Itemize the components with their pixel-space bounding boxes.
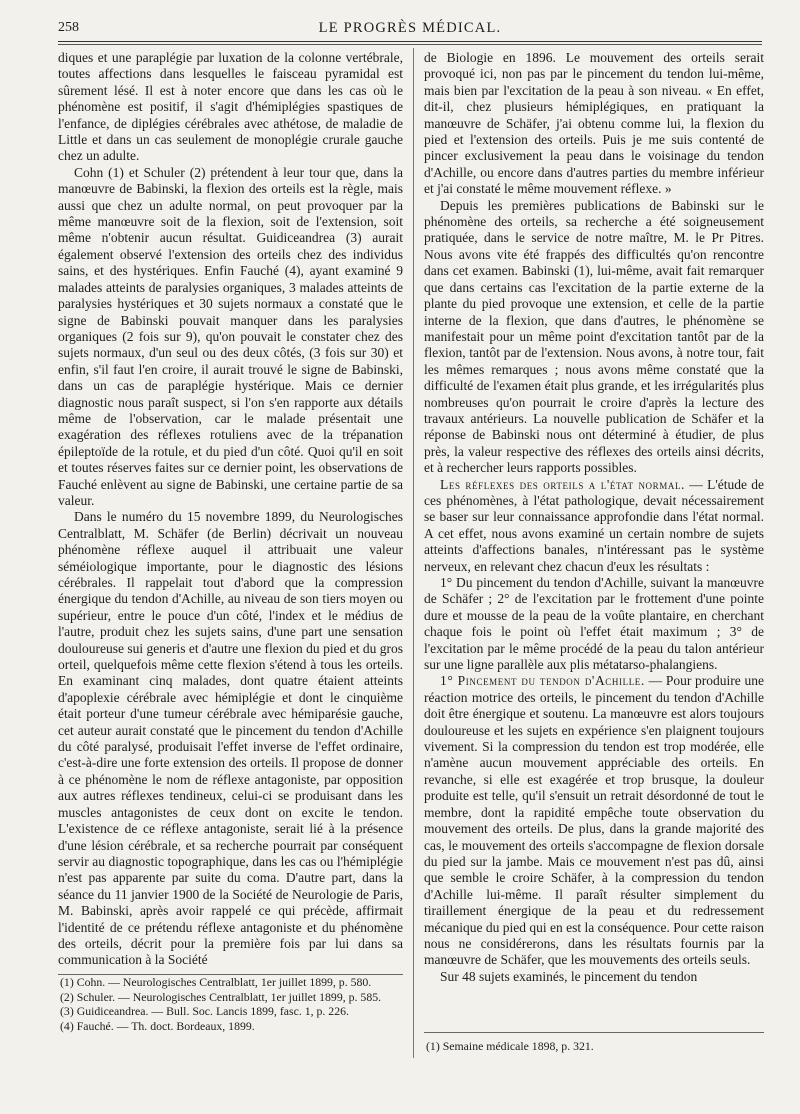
section-text: — Pour produire une réaction motrice des orteils, le pincement du tendon d'Achille doit être énergique et soutenu. La manœuvre est alors toujours douloureuse et les sujets en expérience s'en plaignent toujours vivement. Si la compression du tendon est trop modérée, elle n'amène aucun mouvement appréciable des orteils. En revanche, si elle est exagérée et trop brusque, la douleur produite est telle, qu'il s'ensuit un retrait désordonné de tout le membre, dont la rapidité empêche toute observation du mouvement des orteils. De plus, dans la grande majorité des cas, le mouvement des orteils s'accompagne de flexion dorsale du pied sur la jambe. Mais ce mouvement n'est pas dû, ainsi que semble le croire Schäfer, à la compression du tendon d'Achille lui-même. Il paraît résulter simplement du tiraillement énergique de la peau et du redressement mécanique du pied qui en est la conséquence. Pour cette raison nous ne considérerons, dans les résultats fournis par la manœuvre de Schäfer, que les mouvements des orteils seuls. bbox=[424, 673, 765, 968]
right-column bbox=[424, 50, 764, 985]
paragraph: Dans le numéro du 15 novembre 1899, du Neurologisches Centralblatt, M. Schäfer (de Berlin) décrivait un nouveau phénomène réflexe auquel il attribuait une valeur séméiologique importante, pour le diagnostic des lésions cérébrales. Il rappelait tout d'abord que la compression énergique du tendon d'Achille, au niveau de son tiers moyen ou supérieur, entre le pouce d'un côté, l'index et le médius de l'autre, produit chez les sujets sains, d'une part une sensation douloureuse sui generis et d'autre une flexion du pied et du gros orteil, quelquefois même cette flexion s'étend à tous les orteils. En examinant cinq malades, dont quatre étaient atteints d'apoplexie cérébrale avec hémiplégie et dont le cinquième était porteur d'une tumeur cérébrale avec hémiparésie gauche, cet auteur aurait constaté que le pincement du tendon d'Achille du côté paralysé, produisait l'effet inverse de l'effet ordinaire, c'est-à-dire une forte extension des orteils. Il propose de donner à ce phénomène le nom de réflexe antagoniste, par opposition aux autres réflexes tendineux, celui-ci se produisant dans les muscles antagonistes de ceux dont on excite le tendon. L'existence de ce réflexe antagoniste, serait lié à la présence d'une lésion cérébrale, et sa recherche pourrait par conséquent servir au diagnostic topographique, dans les cas ou l'hémiplégie n'est pas apparente par suite du coma. D'autre part, dans la séance du 11 janvier 1900 de la Société de Neurologie de Paris, M. Babinski, après avoir rappelé ce qui précède, affirmait l'identité de ce prétendu réflexe antagoniste et du phénomène des orteils, décrit pour la première fois par lui dans sa communication à la Société bbox=[58, 509, 403, 968]
paragraph: Depuis les premières publications de Babinski sur le phénomène des orteils, sa recherche a été soigneusement pratiquée, dans le service de notre maître, M. le Pr Pitres. Nous avons vite été frappés des difficultés qu'on rencontre dans cet examen. Babinski (1), lui-même, avait fait remarquer que dans certains cas l'excitation de la partie externe de la plante du pied provoque une extension, et celle de la partie interne de la flexion, que dans d'autres, le phénomène se manifestait pour un même point d'excitation tantôt par de la flexion, tantôt par de l'extension. Nous avons, à notre tour, fait les mêmes remarques ; nous avons même constaté que la difficulté de l'examen était plus grande, et les irrégularités plus nombreuses qu'on pourrait le croire d'après la lecture des travaux antérieurs. La nouvelle publication de Schäfer et la réponse de Babinski nous ont déterminé à étudier, de plus près, la valeur respective des réflexes des orteils ainsi décrits, et à rechercher leurs rapports possibles. bbox=[424, 197, 764, 476]
header-rule-double bbox=[58, 44, 762, 45]
footnote-separator bbox=[424, 1032, 764, 1033]
left-column bbox=[58, 50, 403, 969]
paragraph: Cohn (1) et Schuler (2) prétendent à leur tour que, dans la manœuvre de Babinski, la flexion des orteils est la règle, mais aussi que chez un adulte normal, on peut provoquer par la même manœuvre soit de la flexion, soit de l'extension, soit même n'obtenir aucun résultat. Guidiceandrea (3) aurait également observé l'extension des orteils chez des individus sains, et des hystériques. Enfin Fauché (4), ayant examiné 9 malades atteints de paralysies organiques, 3 malades atteints de paralysies hystériques et 30 sujets normaux a constaté que le signe de Babinski pouvait manquer dans les paralysies organiques (2 fois sur 9), qu'on pouvait le constater chez des sujets normaux, d'un seul ou des deux côtés, (3 fois sur 30) et enfin, s'il faut l'en croire, il aurait trouvé le signe de Babinski, dans un cas de paraplégie hystérique. Mais ce dernier diagnostic nous paraît suspect, si l'on s'en rapporte aux détails même de l'observation, car le malade présentait une exagération des réflexes rotuliens avec de la trépanation épileptoïde de la rotule, et du pied d'un côté. Quoi qu'il en soit et toutes réserves faites sur ce dernier point, les observations de Fauché enlèvent au signe de Babinski, une certaine partie de sa valeur. bbox=[58, 164, 403, 508]
section-paragraph bbox=[424, 477, 764, 575]
footnote: (1) Cohn. — Neurologisches Centralblatt, 1er juillet 1899, p. 580. bbox=[60, 975, 372, 989]
footnote: (4) Fauché. — Th. doct. Bordeaux, 1899. bbox=[60, 1018, 255, 1033]
page-header bbox=[58, 20, 762, 42]
paragraph: de Biologie en 1896. Le mouvement des orteils serait provoqué ici, non pas par le pincement du tendon lui-même, mais bien par l'excitation de la peau à son niveau. « En effet, dit-il, chez plusieurs hémiplégiques, en pratiquant la manœuvre de Schäfer, j'ai obtenu comme lui, la flexion du pied et l'extension des orteils. Puis je me suis contenté de pincer exclusivement la peau dans le voisinage du tendon d'Achille, ou encore dans d'autres parties du membre inférieur et j'ai constaté le même mouvement réflexe. » bbox=[424, 50, 764, 197]
page-number: 258 bbox=[58, 20, 79, 35]
header-rule bbox=[58, 41, 762, 42]
paragraph: Sur 48 sujets examinés, le pincement du tendon bbox=[440, 968, 698, 984]
column-divider bbox=[413, 48, 414, 1058]
running-title: LE PROGRÈS MÉDICAL. bbox=[318, 20, 502, 36]
footnotes-left bbox=[58, 974, 403, 1033]
footnote: (3) Guidiceandrea. — Bull. Soc. Lancis 1899, fasc. 1, p. 226. bbox=[60, 1004, 349, 1019]
footnote: (1) Semaine médicale 1898, p. 321. bbox=[426, 1039, 594, 1053]
footnotes-right bbox=[424, 1032, 764, 1054]
footnote: (2) Schuler. — Neurologisches Centralblatt, 1er juillet 1899, p. 585. bbox=[60, 989, 382, 1004]
section-heading: 1° Pincement du tendon d'Achille. bbox=[440, 673, 645, 689]
paragraph: diques et une paraplégie par luxation de la colonne vertébrale, toutes affections dans lesquelles le faisceau pyramidal est sûrement lésé. Il est à noter encore que dans les cas où le phénomène est positif, il s'agit d'hémiplégies spastiques de l'enfance, de diplégies cérébrales avec athétose, de maladie de Little et dans un cas seulement de monoplégie crurale gauche chez un adulte. bbox=[58, 50, 403, 164]
section-heading: Les réflexes des orteils a l'état normal. bbox=[440, 476, 686, 492]
section-paragraph bbox=[424, 673, 764, 968]
paragraph: 1° Du pincement du tendon d'Achille, suivant la manœuvre de Schäfer ; 2° de l'excitation par le frottement d'une pointe dure et mousse de la peau de la voûte plantaire, en cherchant chaque fois le point où l'effet était maximum ; 3° de l'excitation par le même procédé de la peau du talon antérieur sur une ligne parallèle aux plis métatarso-phalangiens. bbox=[424, 575, 764, 673]
section-text: — L'étude de ces phénomènes, à l'état pathologique, devait nécessairement se baser sur leur connaissance approfondie dans l'état normal. A cet effet, nous avons examiné un certain nombre de sujets atteints d'affections banales, n'intéressant pas le système nerveux, en relevant chez chacun d'eux les résultats : bbox=[424, 476, 764, 574]
